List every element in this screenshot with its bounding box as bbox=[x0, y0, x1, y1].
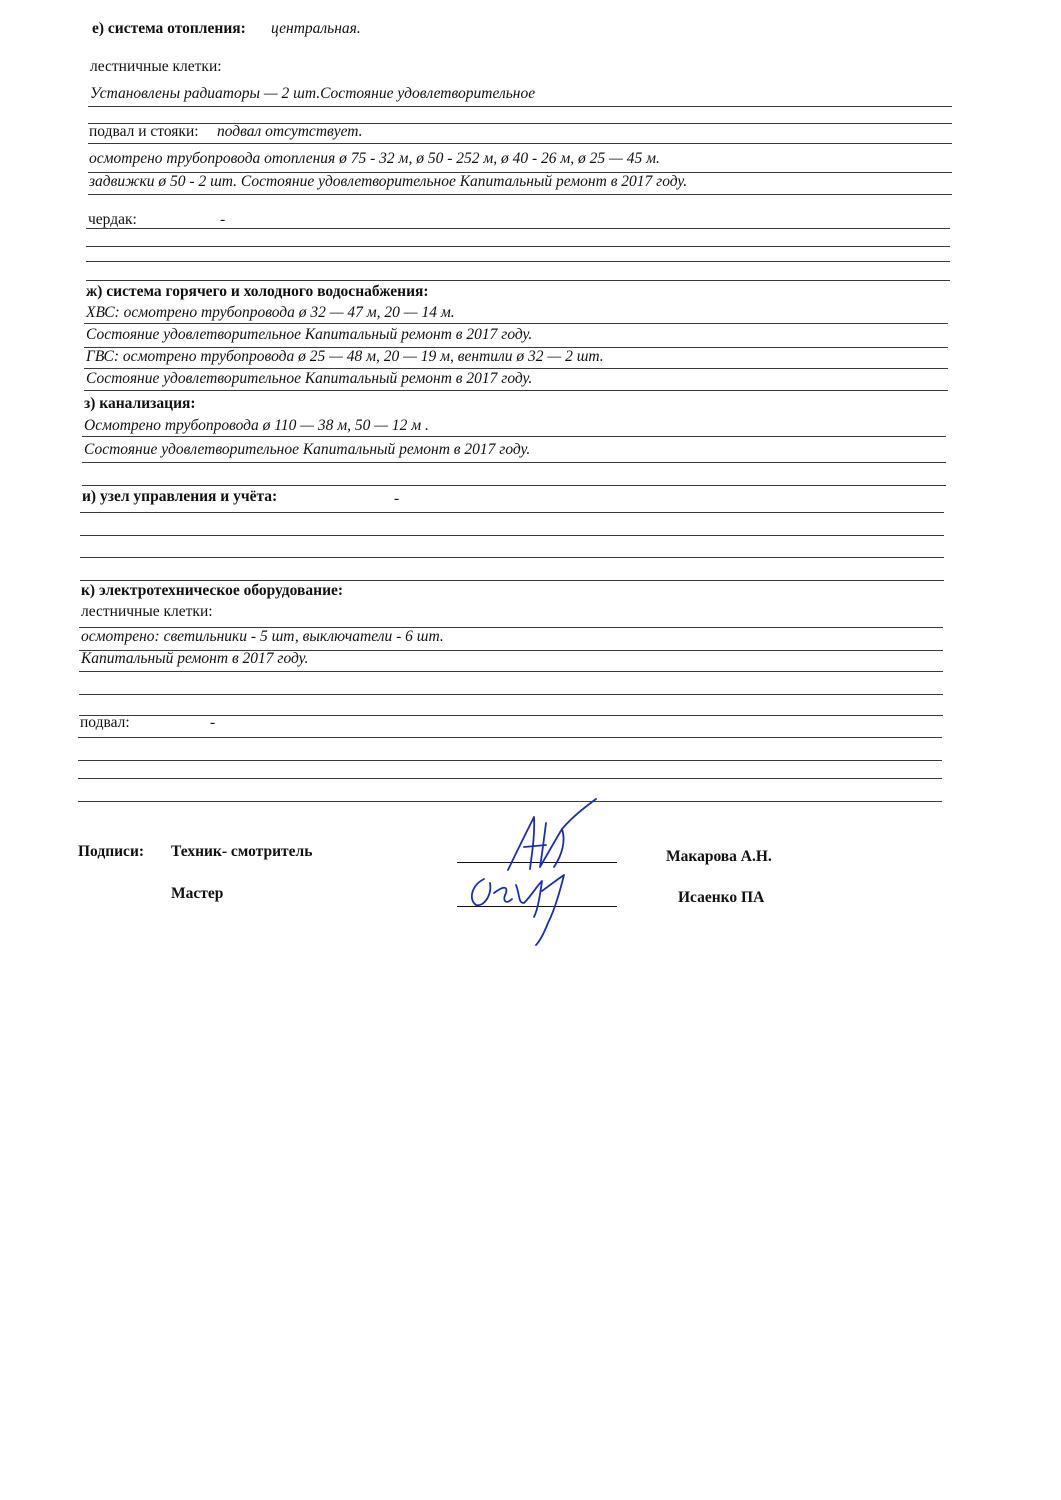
ruled-line bbox=[80, 535, 944, 536]
signature-name-technician: Макарова А.Н. bbox=[666, 848, 772, 865]
ruled-line bbox=[82, 436, 946, 437]
electrical-line2: Капитальный ремонт в 2017 году. bbox=[81, 650, 309, 667]
ruled-line bbox=[88, 143, 952, 144]
electrical-basement-label: подвал: bbox=[80, 714, 130, 731]
ruled-line bbox=[86, 246, 950, 247]
electrical-heading: к) электротехническое оборудование: bbox=[81, 582, 344, 599]
water-line4: Состояние удовлетворительное Капитальный ремонт в 2017 году. bbox=[86, 370, 533, 387]
heating-attic-label: чердак: bbox=[88, 211, 137, 228]
heating-basement-label: подвал и стояки: bbox=[89, 123, 199, 140]
ruled-line bbox=[80, 580, 944, 581]
ruled-line bbox=[80, 512, 944, 513]
sewer-heading: з) канализация: bbox=[84, 395, 196, 412]
heating-attic-value: - bbox=[220, 211, 226, 228]
signature-role-technician: Техник- смотритель bbox=[171, 843, 313, 860]
electrical-line1: осмотрено: светильники - 5 шт, выключатели - 6 шт. bbox=[81, 628, 444, 645]
water-heading: ж) система горячего и холодного водоснабжения: bbox=[86, 283, 429, 300]
sewer-line2: Состояние удовлетворительное Капитальный ремонт в 2017 году. bbox=[84, 441, 531, 458]
ruled-line bbox=[79, 671, 943, 672]
control-heading: и) узел управления и учёта: bbox=[82, 488, 278, 505]
ruled-line bbox=[86, 280, 950, 281]
handwritten-signatures-image bbox=[450, 795, 630, 955]
water-line3: ГВС: осмотрено трубопровода ø 25 — 48 м, 20 — 19 м, вентили ø 32 — 2 шт. bbox=[86, 348, 604, 365]
control-value: - bbox=[394, 490, 400, 507]
signature-master-stroke bbox=[472, 875, 564, 945]
ruled-line bbox=[84, 323, 948, 324]
heating-basement-value: подвал отсутствует. bbox=[217, 123, 363, 140]
ruled-line bbox=[79, 715, 943, 716]
heating-stairs-label: лестничные клетки: bbox=[90, 58, 222, 75]
heating-value: центральная. bbox=[271, 20, 361, 37]
electrical-basement-value: - bbox=[210, 714, 216, 731]
heating-stairs-line1: Установлены радиаторы — 2 шт.Состояние удовлетворительное bbox=[90, 85, 536, 102]
ruled-line bbox=[80, 557, 944, 558]
ruled-line bbox=[78, 737, 942, 738]
ruled-line bbox=[88, 106, 952, 107]
heating-basement-line1: осмотрено трубопровода отопления ø 75 - 32 м, ø 50 - 252 м, ø 40 - 26 м, ø 25 — 45 м. bbox=[89, 150, 660, 167]
sewer-line1: Осмотрено трубопровода ø 110 — 38 м, 50 — 12 м . bbox=[84, 417, 429, 434]
ruled-line bbox=[88, 194, 952, 195]
signature-role-master: Мастер bbox=[171, 885, 224, 902]
heating-basement-line2: задвижки ø 50 - 2 шт. Состояние удовлетворительное Капитальный ремонт в 2017 году. bbox=[89, 173, 688, 190]
ruled-line bbox=[82, 462, 946, 463]
electrical-stairs-label: лестничные клетки: bbox=[81, 603, 213, 620]
ruled-line bbox=[78, 778, 942, 779]
water-line1: ХВС: осмотрено трубопровода ø 32 — 47 м, 20 — 14 м. bbox=[86, 304, 455, 321]
signature-technician-stroke bbox=[508, 799, 596, 870]
ruled-line bbox=[84, 390, 948, 391]
ruled-line bbox=[82, 485, 946, 486]
ruled-line bbox=[78, 760, 942, 761]
ruled-line bbox=[84, 368, 948, 369]
signature-name-master: Исаенко ПА bbox=[678, 889, 765, 906]
ruled-line bbox=[79, 694, 943, 695]
heating-heading: е) система отопления: bbox=[92, 20, 246, 37]
water-line2: Состояние удовлетворительное Капитальный ремонт в 2017 году. bbox=[86, 326, 533, 343]
ruled-line bbox=[86, 228, 950, 229]
ruled-line bbox=[86, 261, 950, 262]
signatures-label: Подписи: bbox=[78, 843, 145, 860]
